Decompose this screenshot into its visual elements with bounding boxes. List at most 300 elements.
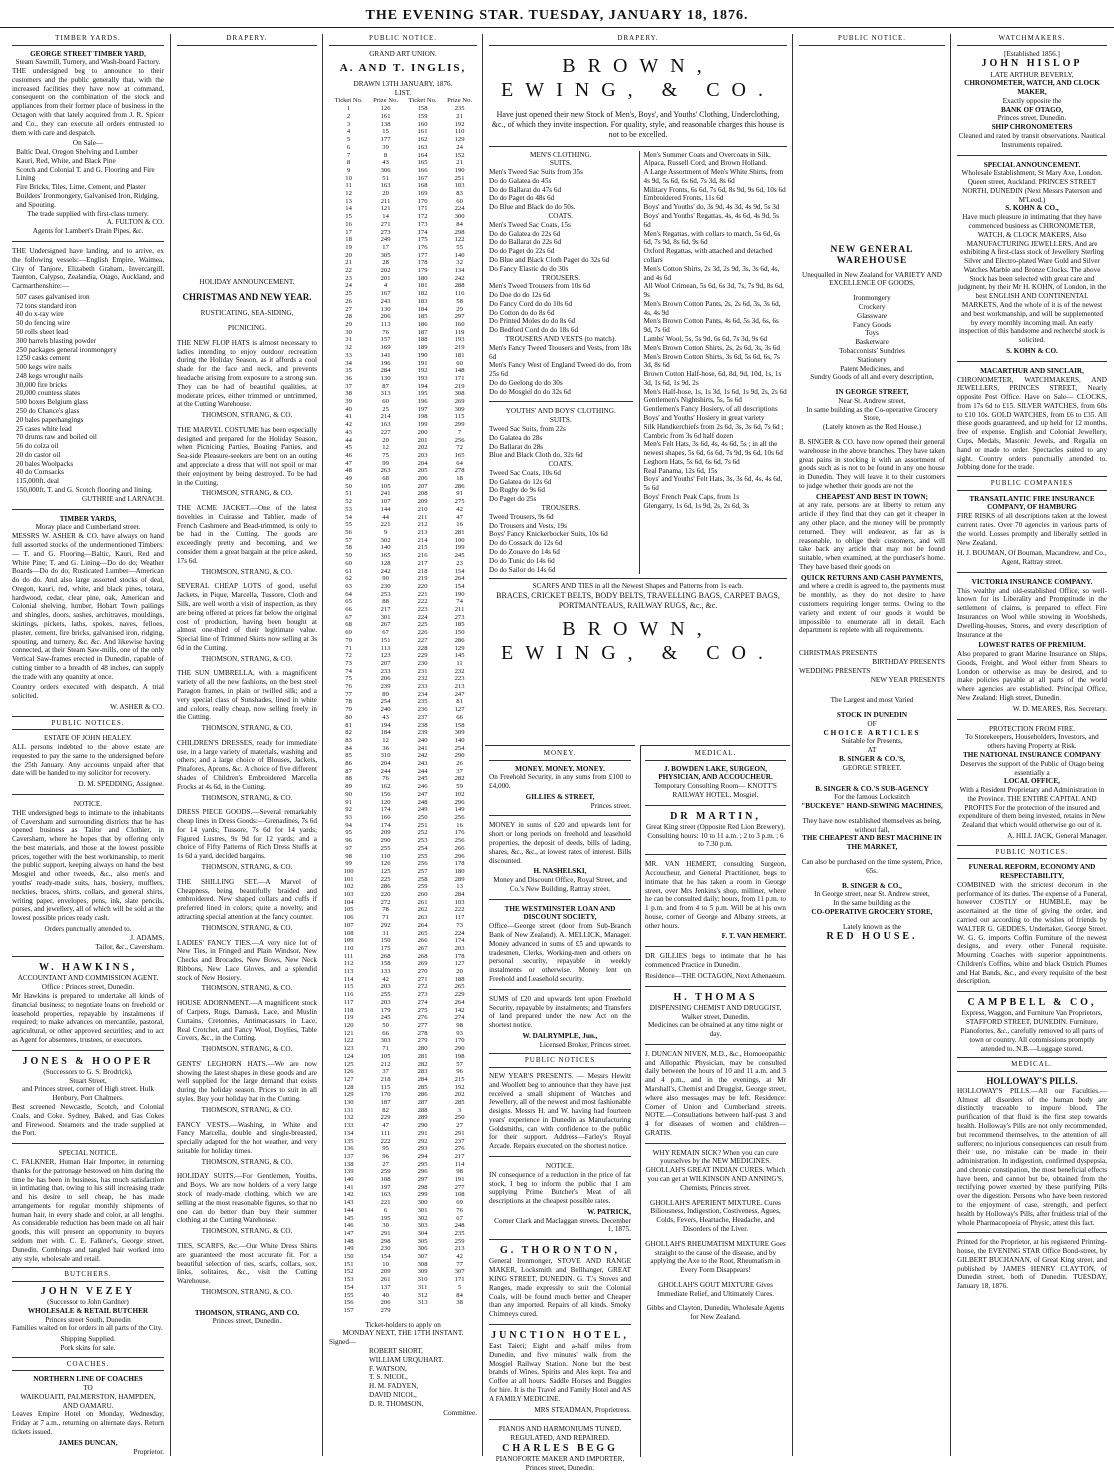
table-cell: 137: [380, 1283, 391, 1291]
table-cell: 256: [454, 436, 465, 444]
table-cell: 269: [454, 398, 465, 406]
table-row: [329, 1030, 477, 1038]
table-cell: 164: [417, 151, 428, 159]
table-cell: 259: [417, 883, 428, 891]
table-cell: 4: [383, 282, 388, 290]
list-item: 30,000 fire bricks: [16, 380, 67, 389]
table-cell: 114: [343, 975, 354, 983]
table-cell: 309: [417, 1268, 428, 1276]
table-cell: 190: [454, 590, 465, 598]
price-list: [489, 344, 633, 397]
ad-agents: Agents for Lambert's Drain Pipes, &c.: [32, 227, 144, 236]
list-item: Do do Paget do 22s 6d: [489, 247, 555, 256]
table-cell: 188: [454, 975, 465, 983]
section-label: SUITS.: [549, 416, 572, 425]
table-cell: 254: [380, 698, 391, 706]
table-row: [329, 575, 477, 583]
ad-item: FANCY VESTS.—Washing, in White and Fancy Marcella, double and single-breasted, specially adapted for the hot weather, and very suitable for holiday times.: [177, 1120, 317, 1155]
list-item: Toys: [865, 329, 879, 338]
list-item: Do do Cossack do 12s 6d: [489, 539, 563, 548]
table-cell: 9: [383, 528, 388, 536]
table-header: Prize No.: [373, 97, 399, 105]
list-item: Men's Brown Cotton Pants, 4s 6d, 5s 3d, 6s, 6s 9d, 7s 6d: [643, 317, 779, 335]
table-cell: 148: [343, 1237, 354, 1245]
ad-headline: STOCK IN DUNEDIN: [836, 711, 908, 720]
table-cell: 142: [343, 1191, 354, 1199]
table-cell: 76: [382, 775, 389, 783]
list-item: Tobacconists' Sundries: [839, 346, 905, 355]
table-cell: 158: [454, 721, 465, 729]
table-cell: 74: [456, 598, 463, 606]
table-cell: 297: [417, 1176, 428, 1184]
list-item: Do Bedford Cord do do 18s 6d: [489, 326, 579, 335]
table-row: [329, 336, 477, 344]
table-row: [329, 760, 477, 768]
table-cell: 119: [343, 1014, 354, 1022]
ad-line: LOWEST RATES OF PREMIUM.: [978, 641, 1086, 650]
table-cell: 105: [380, 1052, 391, 1060]
table-cell: 232: [454, 667, 465, 675]
section-label: TROUSERS.: [541, 504, 581, 513]
table-cell: 93: [345, 814, 352, 821]
table-cell: 2: [346, 113, 351, 121]
table-cell: 21: [456, 159, 463, 167]
ad-subtitle: Moray place and Cumberland street.: [35, 523, 141, 532]
table-cell: 204: [380, 760, 391, 768]
table-cell: 165: [454, 451, 465, 459]
table-cell: 89: [382, 690, 389, 698]
ad-body: MR. VAN HEMERT, consulting Surgeon, Accoucheur, and General Practitioner, begs to intimate that he has taken a room in George street, over Mrs Jenkins's shop, milliner, where he can be consulted daily; hours, from 11 p.m. to 1 p.m. and from 4 to 5 p.m. Will be at his own house, corner of George and Albany streets, at other hours.: [645, 860, 786, 930]
table-cell: 296: [417, 1168, 428, 1176]
table-cell: 154: [380, 1253, 391, 1261]
table-cell: 142: [454, 1006, 465, 1014]
table-cell: 278: [417, 1029, 428, 1037]
list-item: 20 do castor oil: [16, 450, 61, 459]
table-cell: 42: [382, 975, 389, 983]
ad-note: Shipping Supplied.: [60, 1335, 116, 1344]
table-row: [329, 437, 477, 445]
column-art-union: [325, 34, 481, 1456]
ad-body: PIANOFORTE MAKER AND IMPORTER, Princes street, Dunedin.: [495, 1455, 625, 1472]
ad-committee-label: Committee.: [443, 1408, 477, 1417]
table-cell: 301: [417, 1206, 428, 1214]
ad-item: THE MARVEL COSTUME has been especially designed and prepared for the Holiday Season, when Picnicing Parties, Boating Parties, and Sea-side Pleasure-seekers are bent on an outing and appreciate a dress that will not spoil or mar their enjoyment by being destroyed. To be had in the Cutting.: [177, 425, 317, 487]
table-cell: 121: [343, 1029, 354, 1037]
table-cell: 35: [345, 367, 352, 375]
ad-braces: BRACES, CRICKET BELTS, BODY BELTS, TRAVELLING BAGS, CARPET BAGS, PORTMANTEAUS, RAILWAY RUGS, &c., &c.: [496, 591, 780, 610]
table-cell: 20: [456, 968, 463, 976]
table-cell: 37: [345, 382, 352, 390]
ad-title: JONES & HOOPER: [22, 1055, 154, 1067]
table-cell: 120: [343, 1021, 354, 1029]
table-cell: 71: [382, 1045, 389, 1053]
table-row: [329, 144, 477, 152]
table-cell: 84: [345, 744, 352, 752]
table-cell: 219: [454, 344, 465, 352]
list-item: Basketware: [855, 338, 889, 347]
ad-title: CAMPBELL & CO,: [967, 997, 1097, 1009]
table-cell: 59: [345, 552, 352, 560]
ad-title: HOLLOWAY'S PILLS.: [986, 1075, 1078, 1086]
ad-headline: B. SINGER & CO.'S,: [839, 754, 905, 763]
list-item: Builders' Ironmongery, Galvanised Iron, Ridging, and Spouting.: [16, 192, 159, 209]
table-cell: 27: [456, 1122, 463, 1130]
list-item: WILLIAM URQUHART.: [369, 1355, 444, 1364]
table-cell: 105: [343, 906, 354, 914]
ad-body: DR GILLIES begs to intimate that he has commenced Practice in Dunedin.: [645, 952, 786, 969]
table-cell: 69: [456, 1199, 463, 1207]
table-row: [329, 976, 477, 984]
section-header: PUBLIC NOTICE.: [799, 34, 945, 46]
table-cell: 247: [417, 790, 428, 798]
table-cell: 166: [417, 166, 428, 174]
ad-address: GEORGE STREET.: [842, 763, 902, 772]
table-cell: 202: [380, 267, 391, 275]
table-cell: 255: [380, 844, 391, 852]
table-cell: 162: [380, 783, 391, 791]
table-cell: 198: [417, 413, 428, 421]
ad-address: Near St. Andrew street,: [838, 396, 906, 405]
list-item: 50 do fencing wire: [16, 319, 71, 328]
table-cell: [403, 1307, 442, 1315]
table-cell: 125: [380, 867, 391, 875]
ad-signed: Signed—: [329, 1338, 357, 1347]
ad-signature: THOMSON, STRANG, & CO.: [201, 863, 293, 872]
list-item: T. S. NICOL,: [369, 1373, 408, 1382]
list-item: Men's Fancy West of England Tweed do do, from 25s 6d: [489, 361, 632, 379]
table-cell: 122: [454, 236, 465, 244]
table-cell: 294: [417, 1152, 428, 1160]
table-cell: 39: [345, 398, 352, 406]
table-cell: 58: [456, 297, 463, 305]
table-row: [329, 252, 477, 260]
table-cell: 168: [417, 182, 428, 190]
table-cell: 77: [456, 1260, 463, 1268]
table-cell: 196: [380, 359, 391, 367]
list-item: 1250 casks cement: [16, 354, 71, 363]
table-cell: 15: [345, 213, 352, 221]
list-item: Do do Geelong do do 30s: [489, 378, 563, 387]
table-cell: 223: [454, 675, 465, 683]
section-label: SUITS.: [549, 159, 572, 168]
table-cell: 247: [454, 690, 465, 698]
ad-signature: S. KOHN & CO.: [1006, 346, 1058, 355]
table-cell: 136: [343, 1145, 354, 1153]
price-list: [489, 513, 633, 531]
table-row: [329, 398, 477, 406]
section-header: MONEY.: [489, 749, 631, 761]
section-header: PUBLIC NOTICES.: [12, 716, 164, 731]
table-row: [329, 205, 477, 213]
table-cell: 261: [417, 898, 428, 906]
table-cell: 177: [417, 251, 428, 259]
table-cell: 40: [345, 405, 352, 413]
ad-item: CHILDREN'S DRESSES, ready for immediate use, in a large variety of materials, washing and others; and a large choice of Blouses, Jackets, Pinafores, Aprons, &c. A choice of five different shades of Children's Embroidered Marcella Frocks at 4s 6d, in the Cutting.: [177, 738, 317, 791]
table-cell: 81: [456, 698, 463, 706]
table-cell: 286: [380, 883, 391, 891]
table-cell: 181: [417, 282, 428, 290]
table-cell: 49: [345, 475, 352, 483]
table-row: [329, 806, 477, 814]
table-cell: 51: [382, 174, 389, 182]
table-cell: 88: [382, 598, 389, 606]
table-cell: 166: [380, 814, 391, 821]
table-cell: 230: [417, 659, 428, 667]
table-cell: 223: [417, 606, 428, 614]
table-cell: 221: [380, 1199, 391, 1207]
table-cell: 158: [380, 960, 391, 968]
ad-items: [177, 339, 317, 1303]
table-row: [329, 352, 477, 360]
table-row: [329, 344, 477, 352]
price-list: [489, 221, 633, 274]
table-row: [329, 953, 477, 961]
table-cell: 244: [417, 767, 428, 775]
list-item: Do do Galatea do 22s 6d: [489, 229, 561, 238]
table-row: [329, 329, 477, 337]
table-cell: 229: [380, 1114, 391, 1122]
list-item: Tweed Sac Coats, 10s 6d: [489, 468, 561, 477]
ad-address: In same building as the Co-operative Grocery Store,: [806, 405, 938, 423]
table-cell: 53: [345, 505, 352, 513]
table-row: [329, 598, 477, 606]
list-item: Leghorn Hats, 5s 6d, 6s 6d, 7s 6d: [643, 457, 740, 466]
table-cell: 40: [382, 1291, 389, 1299]
list-item: Men's Summer Coats and Overcoats in Silk, Alpaca, Russell Cord, and Brown Holland.: [643, 150, 771, 168]
table-cell: 117: [343, 998, 354, 1006]
ad-signature: THOMSON, STRANG, & CO.: [201, 1287, 293, 1296]
ad-line: CHRISTMAS PRESENTS: [799, 649, 878, 658]
table-cell: 263: [417, 914, 428, 922]
committee-list: [369, 1347, 477, 1408]
list-item: Do Cotton do do 8s 6d: [489, 308, 555, 317]
table-cell: 312: [417, 1291, 428, 1299]
table-cell: 273: [454, 613, 465, 621]
list-item: Glengarry, 1s 6d, 1s 9d, 2s, 2s 6d, 3s: [643, 501, 750, 510]
list-item: Tweed Trousers, 9s 6d: [489, 512, 554, 521]
table-cell: 218: [417, 567, 428, 575]
table-cell: 224: [454, 205, 465, 213]
table-cell: 72: [345, 652, 352, 660]
table-row: [329, 298, 477, 306]
table-row: [329, 175, 477, 183]
ad-address: Corner Clark and Maclaggan streets. December 1, 1875.: [494, 1216, 631, 1234]
ad-title: NOTICE.: [545, 1161, 575, 1170]
section-header: MEDICAL.: [645, 749, 786, 761]
table-cell: 288: [417, 1106, 428, 1114]
table-cell: 299: [417, 1191, 428, 1199]
table-cell: 33: [345, 351, 352, 359]
table-cell: 30: [382, 1222, 389, 1230]
ad-title: VICTORIA INSURANCE COMPANY.: [971, 577, 1093, 586]
table-cell: 66: [456, 713, 463, 721]
ad-item: THE NEW FLOP HATS is almost necessary to ladies intending to enjoy outdoor recreation during the Holiday Season, as it affords a cool shade for the face and neck, and prevents headache arising from exposure to a strong sun. They can be had of beautiful qualities, at moderate prices, either trimmed or untrimmed, at the Cutting Warehouse.: [177, 338, 317, 409]
table-cell: 130: [343, 1099, 354, 1107]
table-row: [329, 906, 477, 914]
table-row: [329, 652, 477, 660]
ad-body: Best screened Newcastle, Scotch, and Colonial Coals, and Coke. Sydney, Baked, and Gas Cokes and Firewood. Steamers and the trade supplied at the Port.: [12, 1103, 164, 1138]
table-row: [329, 683, 477, 691]
table-row: [329, 190, 477, 198]
table-row: [329, 467, 477, 475]
table-cell: 231: [417, 667, 428, 675]
ad-note: Ticket-holders to apply on: [365, 1320, 441, 1329]
table-row: [329, 799, 477, 807]
list-item: Do do Sailor do 14s 6d: [489, 565, 556, 574]
table-cell: 112: [343, 960, 354, 968]
table-cell: 248: [454, 1222, 465, 1230]
table-cell: 100: [454, 536, 465, 544]
table-cell: 257: [417, 867, 428, 875]
table-cell: 215: [454, 1075, 465, 1083]
table-cell: 43: [382, 713, 389, 721]
table-row: [329, 914, 477, 922]
table-cell: 113: [343, 968, 354, 976]
table-row: [329, 444, 477, 452]
table-cell: 271: [417, 975, 428, 983]
list-item: Lambs' Wool, 5s, 5s 9d, 6s 6d, 7s 3d, 9s 6d: [643, 334, 768, 343]
table-cell: 161: [417, 128, 428, 136]
table-cell: 91: [345, 798, 352, 806]
table-row: [329, 390, 477, 398]
table-cell: 58: [345, 544, 352, 552]
table-cell: 44: [345, 436, 352, 444]
table-row: [329, 244, 477, 252]
ad-body: B. SINGER & CO. have now opened their general warehouse in the above branches. They have taken great pains in stocking it with an assortment of goods such as is not to be found in any one house in Dunedin. They will leave it to their customers to judge whether their goods are not the: [799, 437, 945, 490]
table-cell: 250: [417, 814, 428, 821]
table-row: [329, 645, 477, 653]
table-cell: 34: [345, 359, 352, 367]
table-row: [329, 1184, 477, 1192]
table-cell: 234: [417, 690, 428, 698]
table-cell: 243: [417, 760, 428, 768]
table-cell: 238: [417, 721, 428, 729]
ad-line: The Largest and most Varied: [830, 696, 914, 705]
table-cell: 242: [454, 274, 465, 282]
ad-signature: JAMES DUNCAN,: [58, 1438, 118, 1447]
list-item: Boys' and Youths' Regattas, 4s, 4s 6d, 4s 9d, 5s 6d: [643, 212, 780, 229]
table-cell: 267: [380, 621, 391, 629]
list-item: Glassware: [857, 311, 887, 320]
table-cell: 122: [343, 1037, 354, 1045]
table-cell: 108: [454, 1191, 465, 1199]
ad-signature: THOMSON, STRANG, & CO.: [201, 793, 293, 802]
table-cell: 222: [454, 906, 465, 914]
ad-headline: RED HOUSE.: [826, 931, 918, 943]
table-cell: 217: [454, 1152, 465, 1160]
table-row: [329, 383, 477, 391]
table-cell: 226: [417, 629, 428, 637]
ad-item: TIES, SCARFS, &c.—Our White Dress Shirts are guaranteed the most accurate fit. For a beautiful selection of ties, scarfs, collars, sox, links, solitaires, &c., visit the Cutting Warehouse.: [177, 1241, 317, 1286]
list-item: 50 rolls sheet lead: [16, 327, 69, 336]
table-cell: 145: [343, 1214, 354, 1222]
ad-headline: CHRISTMAS AND NEW YEAR.: [182, 292, 312, 303]
price-list: [489, 168, 633, 212]
list-item: Men's Cotton Shirts, 2s 3d, 2s 9d, 3s, 3s 6d, 4s, and 4s 6d: [643, 264, 780, 282]
table-cell: 224: [417, 613, 428, 621]
table-cell: 285: [417, 1083, 428, 1091]
ad-line: BIRTHDAY PRESENTS: [872, 657, 945, 666]
section-header: COACHES.: [12, 1357, 164, 1372]
table-row: [329, 406, 477, 414]
table-cell: 32: [345, 344, 352, 352]
list-item: Boys' and Youths' Hosiery in great variety: [643, 414, 765, 422]
table-cell: 59: [456, 783, 463, 791]
table-cell: 200: [417, 428, 428, 436]
table-cell: 197: [417, 405, 428, 413]
ad-title: ESTATE OF JOHN HEALEY.: [44, 734, 132, 743]
table-cell: 177: [380, 136, 391, 144]
table-cell: 174: [380, 821, 391, 829]
table-cell: 184: [417, 305, 428, 313]
table-cell: 261: [380, 1276, 391, 1284]
ad-address: (Lately known as the Red House.): [822, 423, 922, 432]
table-cell: 7: [457, 428, 462, 436]
ad-line: NEW YEAR PRESENTS: [870, 675, 945, 684]
table-cell: 64: [345, 590, 352, 598]
table-cell: 194: [417, 382, 428, 390]
table-cell: 115: [343, 983, 354, 991]
ad-headline: IN GEORGE STREET,: [835, 388, 909, 397]
ad-body: Mr Hawkins is prepared to undertake all kinds of financial business; to negotiate loans on freehold or leasehold properties, repayable by instalments if required; to make advances on mercantile, pastoral, agricultural, or other approved securities; and to act as Agent for absentees, trustees, or executors.: [12, 992, 164, 1044]
list-item: 115,000ft. deal: [16, 477, 60, 486]
list-item: Brown Cotton Half-hose, 6d, 8d, 9d, 10d, 1s, 1s 3d, 1s 6d, 1s 9d, 2s: [643, 370, 782, 387]
table-cell: 254: [454, 744, 465, 752]
table-cell: 206: [380, 675, 391, 683]
table-cell: 201: [417, 436, 428, 444]
list-item: Do Fancy Elastic do do 30s: [489, 264, 569, 273]
table-cell: 157: [380, 336, 391, 344]
table-cell: 191: [454, 1176, 465, 1184]
table-cell: 190: [417, 351, 428, 359]
list-item: Do Doe do do 12s 6d: [489, 291, 551, 300]
table-cell: 254: [417, 844, 428, 852]
ad-body: and where a credit is agreed to, the payments must be monthly, as they do not desire to have customers requiring longer terms. Owing to the variety and extent of our goods it would be impossible to enumerate all in detail. Each department is replete with all requirements.: [799, 582, 945, 635]
list-item: Oxford Regattas, with attached and detached collars: [643, 247, 773, 264]
table-cell: 151: [380, 636, 391, 644]
table-cell: 127: [454, 706, 465, 714]
table-row: [329, 722, 477, 730]
table-cell: 284: [380, 367, 391, 375]
ad-line: BANK OF OTAGO,: [1000, 105, 1064, 114]
ad-body: Have much pleasure in intimating that they have commenced business as CHRONOMETER, WATCH, & CLOCK MAKERS, Also MANUFACTURING JEWELLERS, And are exhibiting A first-class stock of Jewellery Sterling Silver and Electro-plated Ware Gold and Silver Watches Marble and Bronze Clocks. The above Stock has been selected with great care and judgment, by their Mr H. KOHN, of London, in the best ENGLISH AND CONTINENTAL MARKETS, And the whole of it is of the newest and best workmanship, and will be supplemented by every monthly incoming mail. An early inspection of this handsome and recherché stock is solicited.: [957, 213, 1107, 345]
ad-title: GRAND ART UNION.: [369, 49, 437, 58]
list-item: Do Rugby do 9s 6d: [489, 486, 545, 495]
list-item: Stationery: [857, 355, 887, 364]
table-cell: 162: [417, 136, 428, 144]
table-cell: 310: [417, 1276, 428, 1284]
table-cell: 94: [345, 821, 352, 829]
table-cell: 202: [417, 444, 428, 452]
table-cell: 248: [417, 798, 428, 806]
table-cell: 202: [454, 1091, 465, 1099]
table-cell: 219: [417, 575, 428, 583]
table-cell: 192: [454, 120, 465, 128]
table-cell: 55: [456, 243, 463, 251]
table-cell: 313: [380, 390, 391, 398]
ad-signature: MRS STEADMAN, Proprietress.: [534, 1405, 631, 1414]
table-cell: 4: [346, 128, 351, 136]
table-cell: 214: [417, 536, 428, 544]
table-cell: 203: [380, 983, 391, 991]
table-cell: 289: [454, 875, 465, 883]
table-cell: 149: [454, 806, 465, 814]
table-cell: 176: [454, 829, 465, 837]
table-cell: 24: [456, 143, 463, 151]
table-cell: 89: [345, 783, 352, 791]
table-row: [329, 1122, 477, 1130]
table-cell: 42: [456, 1253, 463, 1261]
